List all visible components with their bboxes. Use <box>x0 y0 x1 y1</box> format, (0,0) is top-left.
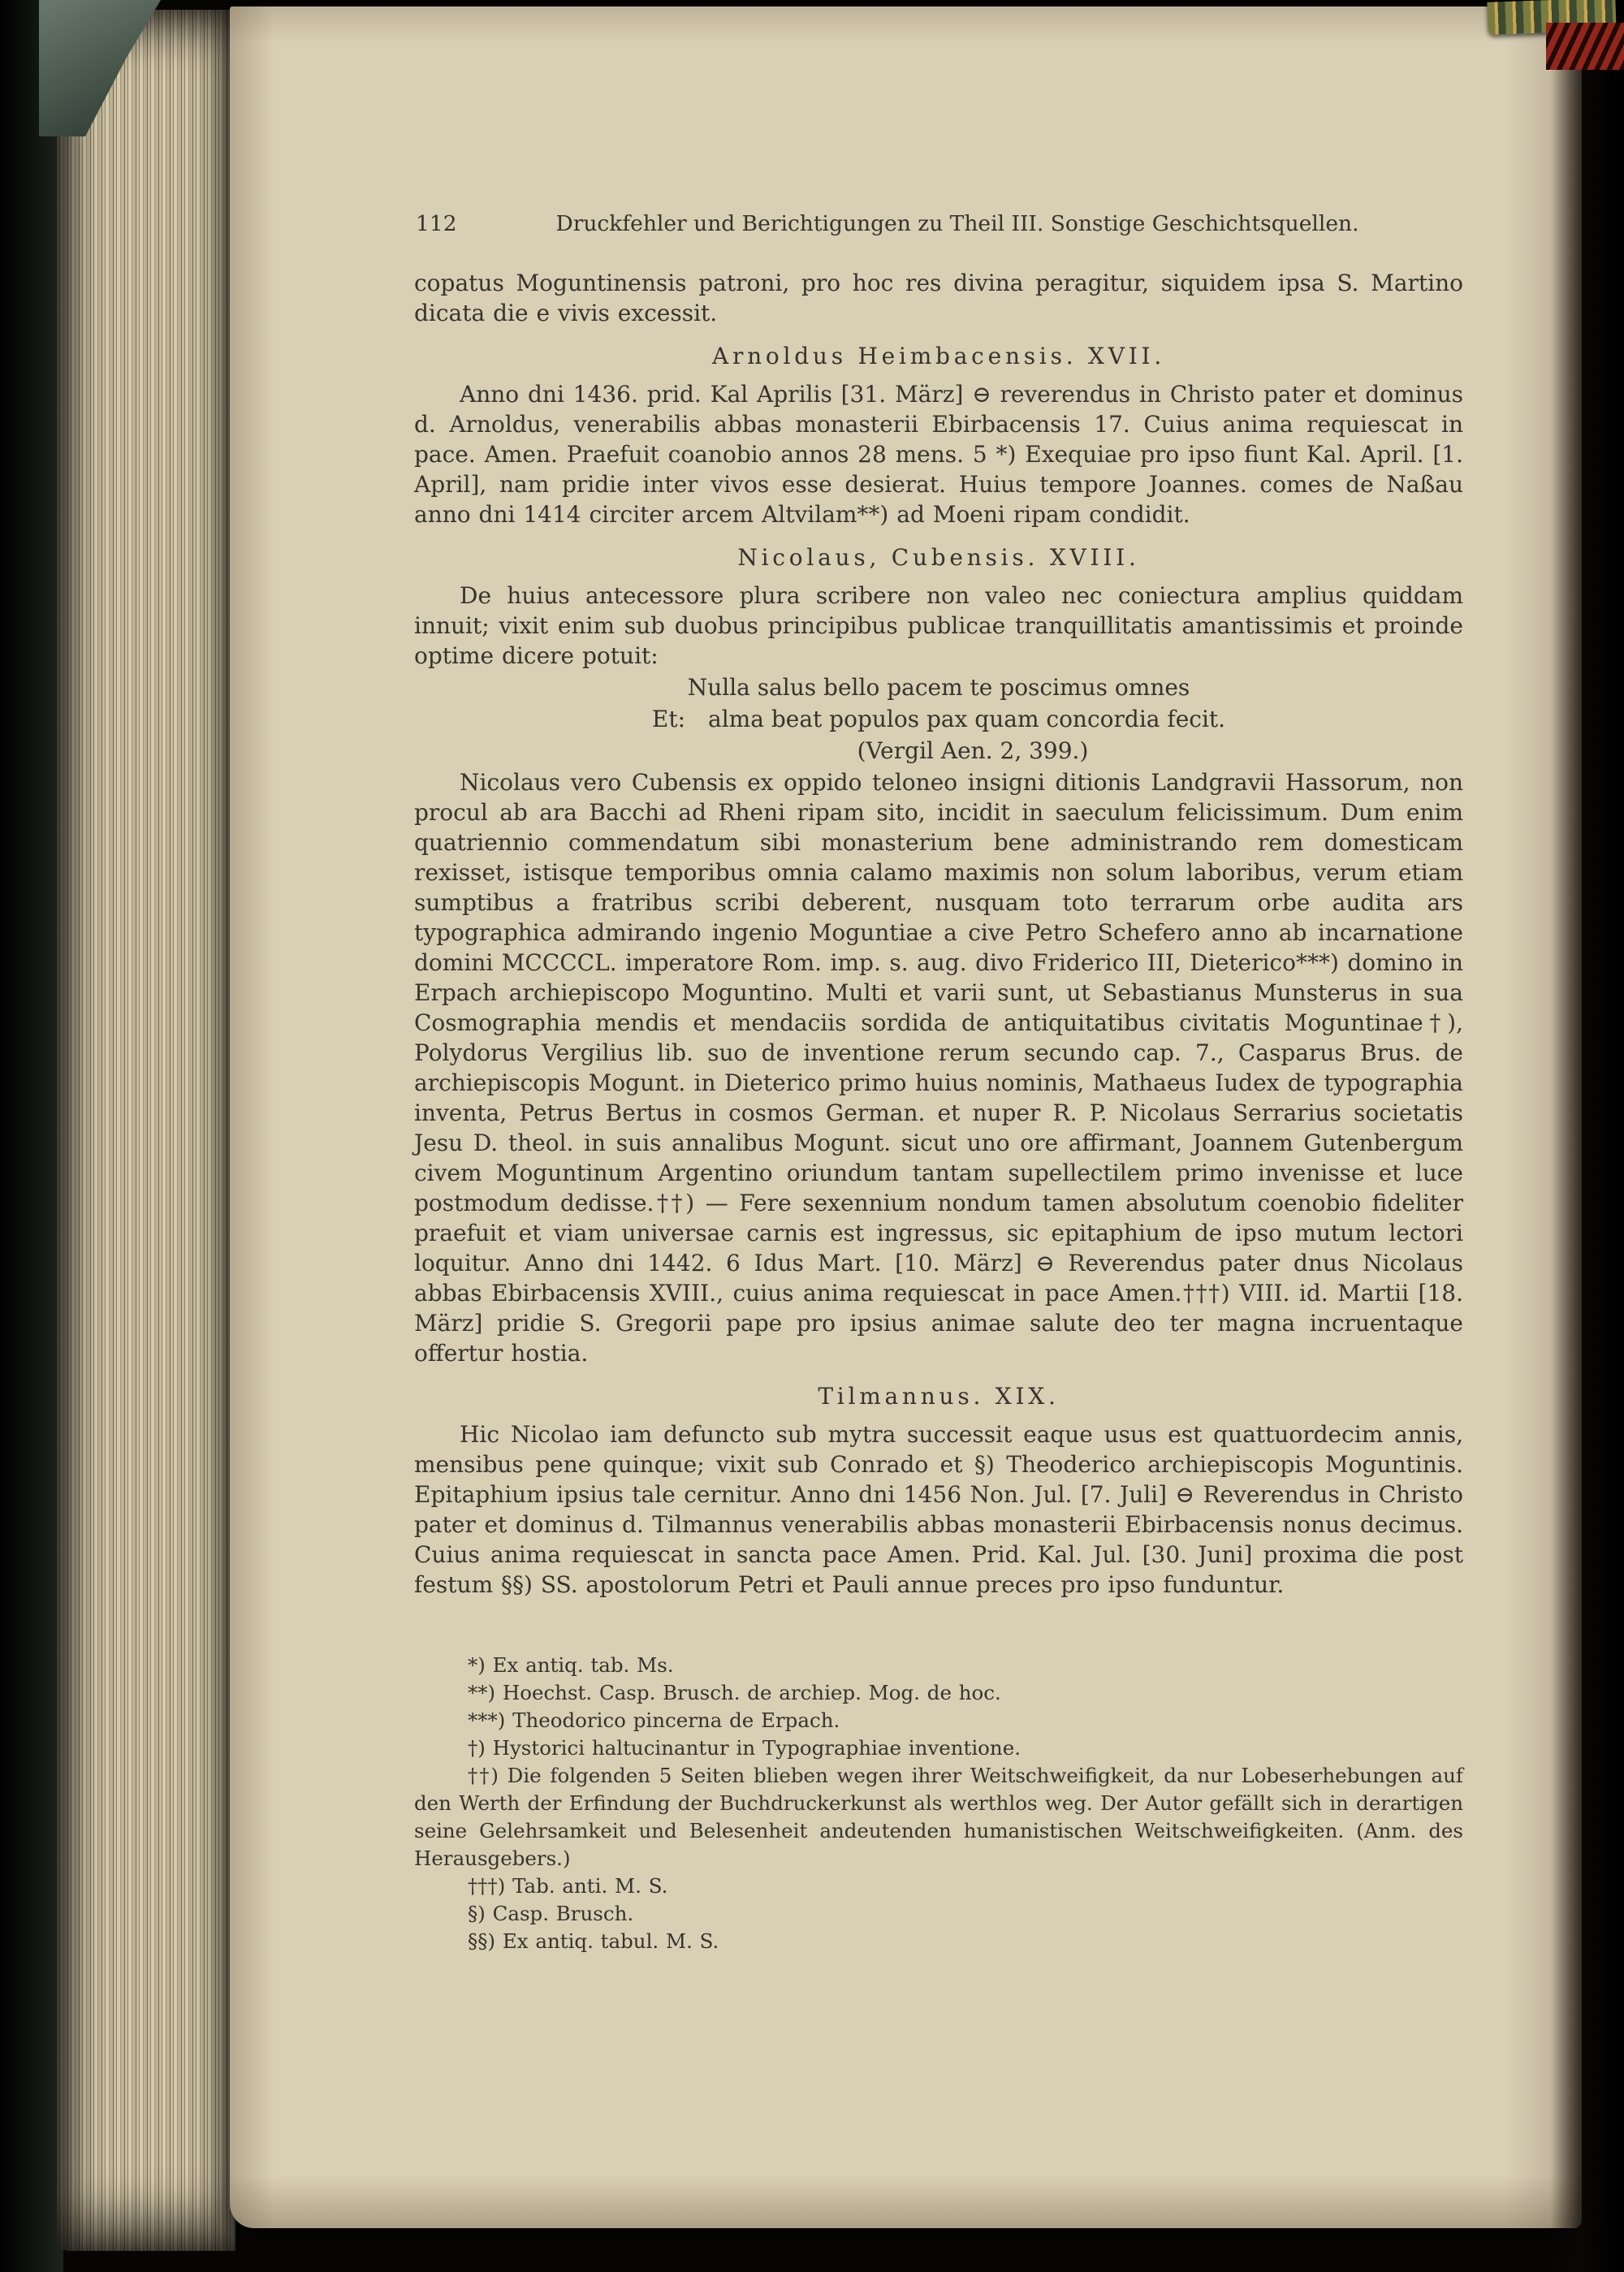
footnote-item: ***) Theodorico pincerna de Erpach. <box>468 1708 840 1732</box>
footnote-item: ††) Die folgenden 5 Seiten blieben wegen ihrer Weitschweifigkeit, da nur Lobeserhebungen auf den Werth der Erfindung der Buchdruckerkunst als werthlos weg. Der Autor gefällt sich in derartigen seine Gelehrsamkeit und Belesenheit andeutenden humanistischen Weitschweifigkeiten. (Anm. des Herausgebers.) <box>414 1764 1463 1870</box>
page-header <box>414 211 1463 242</box>
section-heading-nicolaus: Nicolaus, Cubensis. XVIII. <box>737 544 1140 571</box>
running-title: Druckfehler und Berichtigungen zu Theil III. Sonstige Geschichtsquellen. <box>555 211 1359 236</box>
verse-attribution: (Vergil Aen. 2, 399.) <box>857 737 1089 764</box>
page-number: 112 <box>416 211 457 236</box>
footnote-item: *) Ex antiq. tab. Ms. <box>468 1653 674 1677</box>
gutter-shadow <box>1551 0 1624 2272</box>
footnotes-section <box>414 1652 1463 1955</box>
scanned-page <box>230 6 1582 2228</box>
footnote-item: **) Hoechst. Casp. Brusch. de archiep. Mog. de hoc. <box>468 1681 1001 1704</box>
footnote-item: †) Hystorici haltucinantur in Typographiae inventione. <box>468 1736 1021 1760</box>
body-paragraph: De huius antecessore plura scribere non valeo nec coniectura amplius quiddam innuit; vixit enim sub duobus principibus publicae tranquillitatis amantissimis et proinde optime dicere potuit: <box>414 582 1463 669</box>
footnote-item: §) Casp. Brusch. <box>468 1902 634 1925</box>
body-paragraph: copatus Moguntinensis patroni, pro hoc res divina peragitur, siquidem ipsa S. Martino dicata die e vivis excessit. <box>414 270 1463 326</box>
footnote-item: §§) Ex antiq. tabul. M. S. <box>468 1929 719 1953</box>
page-stack-edge <box>57 10 235 2251</box>
binding-stripe-decoration <box>1546 23 1624 70</box>
section-heading-tilmannus: Tilmannus. XIX. <box>818 1383 1060 1410</box>
section-heading-arnoldus: Arnoldus Heimbacensis. XVII. <box>711 343 1166 369</box>
text-area <box>414 211 1463 1955</box>
book-cover-left-edge <box>0 0 63 2272</box>
body-paragraph: Hic Nicolao iam defuncto sub mytra successit eaque usus est quattuordecim annis, mensibus pene quinque; vixit sub Conrado et §) Theoderico archiepiscopis Moguntinis. Epitaphium ipsius tale cernitur. Anno dni 1456 Non. Jul. [7. Juli] ⊖ Reverendus in Christo pater et dominus d. Tilmannus venerabilis abbas monasterii Ebirbacensis nonus decimus. Cuius anima requiescat in sancta pace Amen. Prid. Kal. Jul. [30. Juni] proxima die post festum §§) SS. apostolorum Petri et Pauli annue preces pro ipso funduntur. <box>414 1421 1463 1598</box>
body-paragraph: Anno dni 1436. prid. Kal Aprilis [31. März] ⊖ reverendus in Christo pater et dominus d. Arnoldus, venerabilis abbas monasterii Ebirbacensis 17. Cuius anima requiescat in pace. Amen. Praefuit coanobio annos 28 mens. 5 *) Exequiae pro ipso fiunt Kal. April. [1. April], nam pridie inter vivos esse desierat. Huius tempore Joannes. comes de Naßau anno dni 1414 circiter arcem Altvilam**) ad Moeni ripam condidit. <box>414 381 1463 528</box>
body-paragraph: Nicolaus vero Cubensis ex oppido teloneo insigni ditionis Landgravii Hassorum, non procul ab ara Bacchi ad Rheni ripam sito, incidit in saeculum felicissimum. Dum enim quatriennio commendatum sibi monasterium bene administrando rem domesticam rexisset, istisque temporibus omnia calamo maximis non solum laboribus, verum etiam sumptibus a fratribus scribi deberent, nusquam toto terrarum orbe audita ars typographica admirando ingenio Moguntiae a cive Petro Schefero anno ab incarnatione domini MCCCCL. imperatore Rom. imp. s. aug. divo Friderico III, Dieterico***) domino in Erpach archiepiscopo Moguntino. Multi et varii sunt, ut Sebastianus Munsterus in sua Cosmographia mendis et mendaciis sordida de antiquitatibus civitatis Moguntinae†), Polydorus Vergilius lib. suo de inventione rerum secundo cap. 7., Casparus Brus. de archiepiscopis Mogunt. in Dieterico primo huius nominis, Mathaeus Iudex de typographia inventa, Petrus Bertus in cosmos German. et nuper R. P. Nicolaus Serrarius societatis Jesu D. theol. in suis annalibus Mogunt. sicut uno ore affirmant, Joannem Gutenbergum civem Moguntinum Argentino oriundum tantam supellectilem primo invenisse et luce postmodum dedisse.††) — Fere sexennium nondum tamen absolutum coenobio fideliter praefuit et viam universae carnis est ingressus, sic epitaphium de ipso mutum lectori loquitur. Anno dni 1442. 6 Idus Mart. [10. März] ⊖ Reverendus pater dnus Nicolaus abbas Ebirbacensis XVIII., cuius anima requiescat in pace Amen.†††) VIII. id. Martii [18. März] pridie S. Gregorii pape pro ipsius animae salute deo ter magna incruentaque offertur hostia. <box>414 769 1463 1367</box>
verse-line: Et: alma beat populos pax quam concordia fecit. <box>651 706 1226 732</box>
footnote-item: †††) Tab. anti. M. S. <box>468 1874 668 1898</box>
verse-line: Nulla salus bello pacem te poscimus omnes <box>687 674 1190 701</box>
